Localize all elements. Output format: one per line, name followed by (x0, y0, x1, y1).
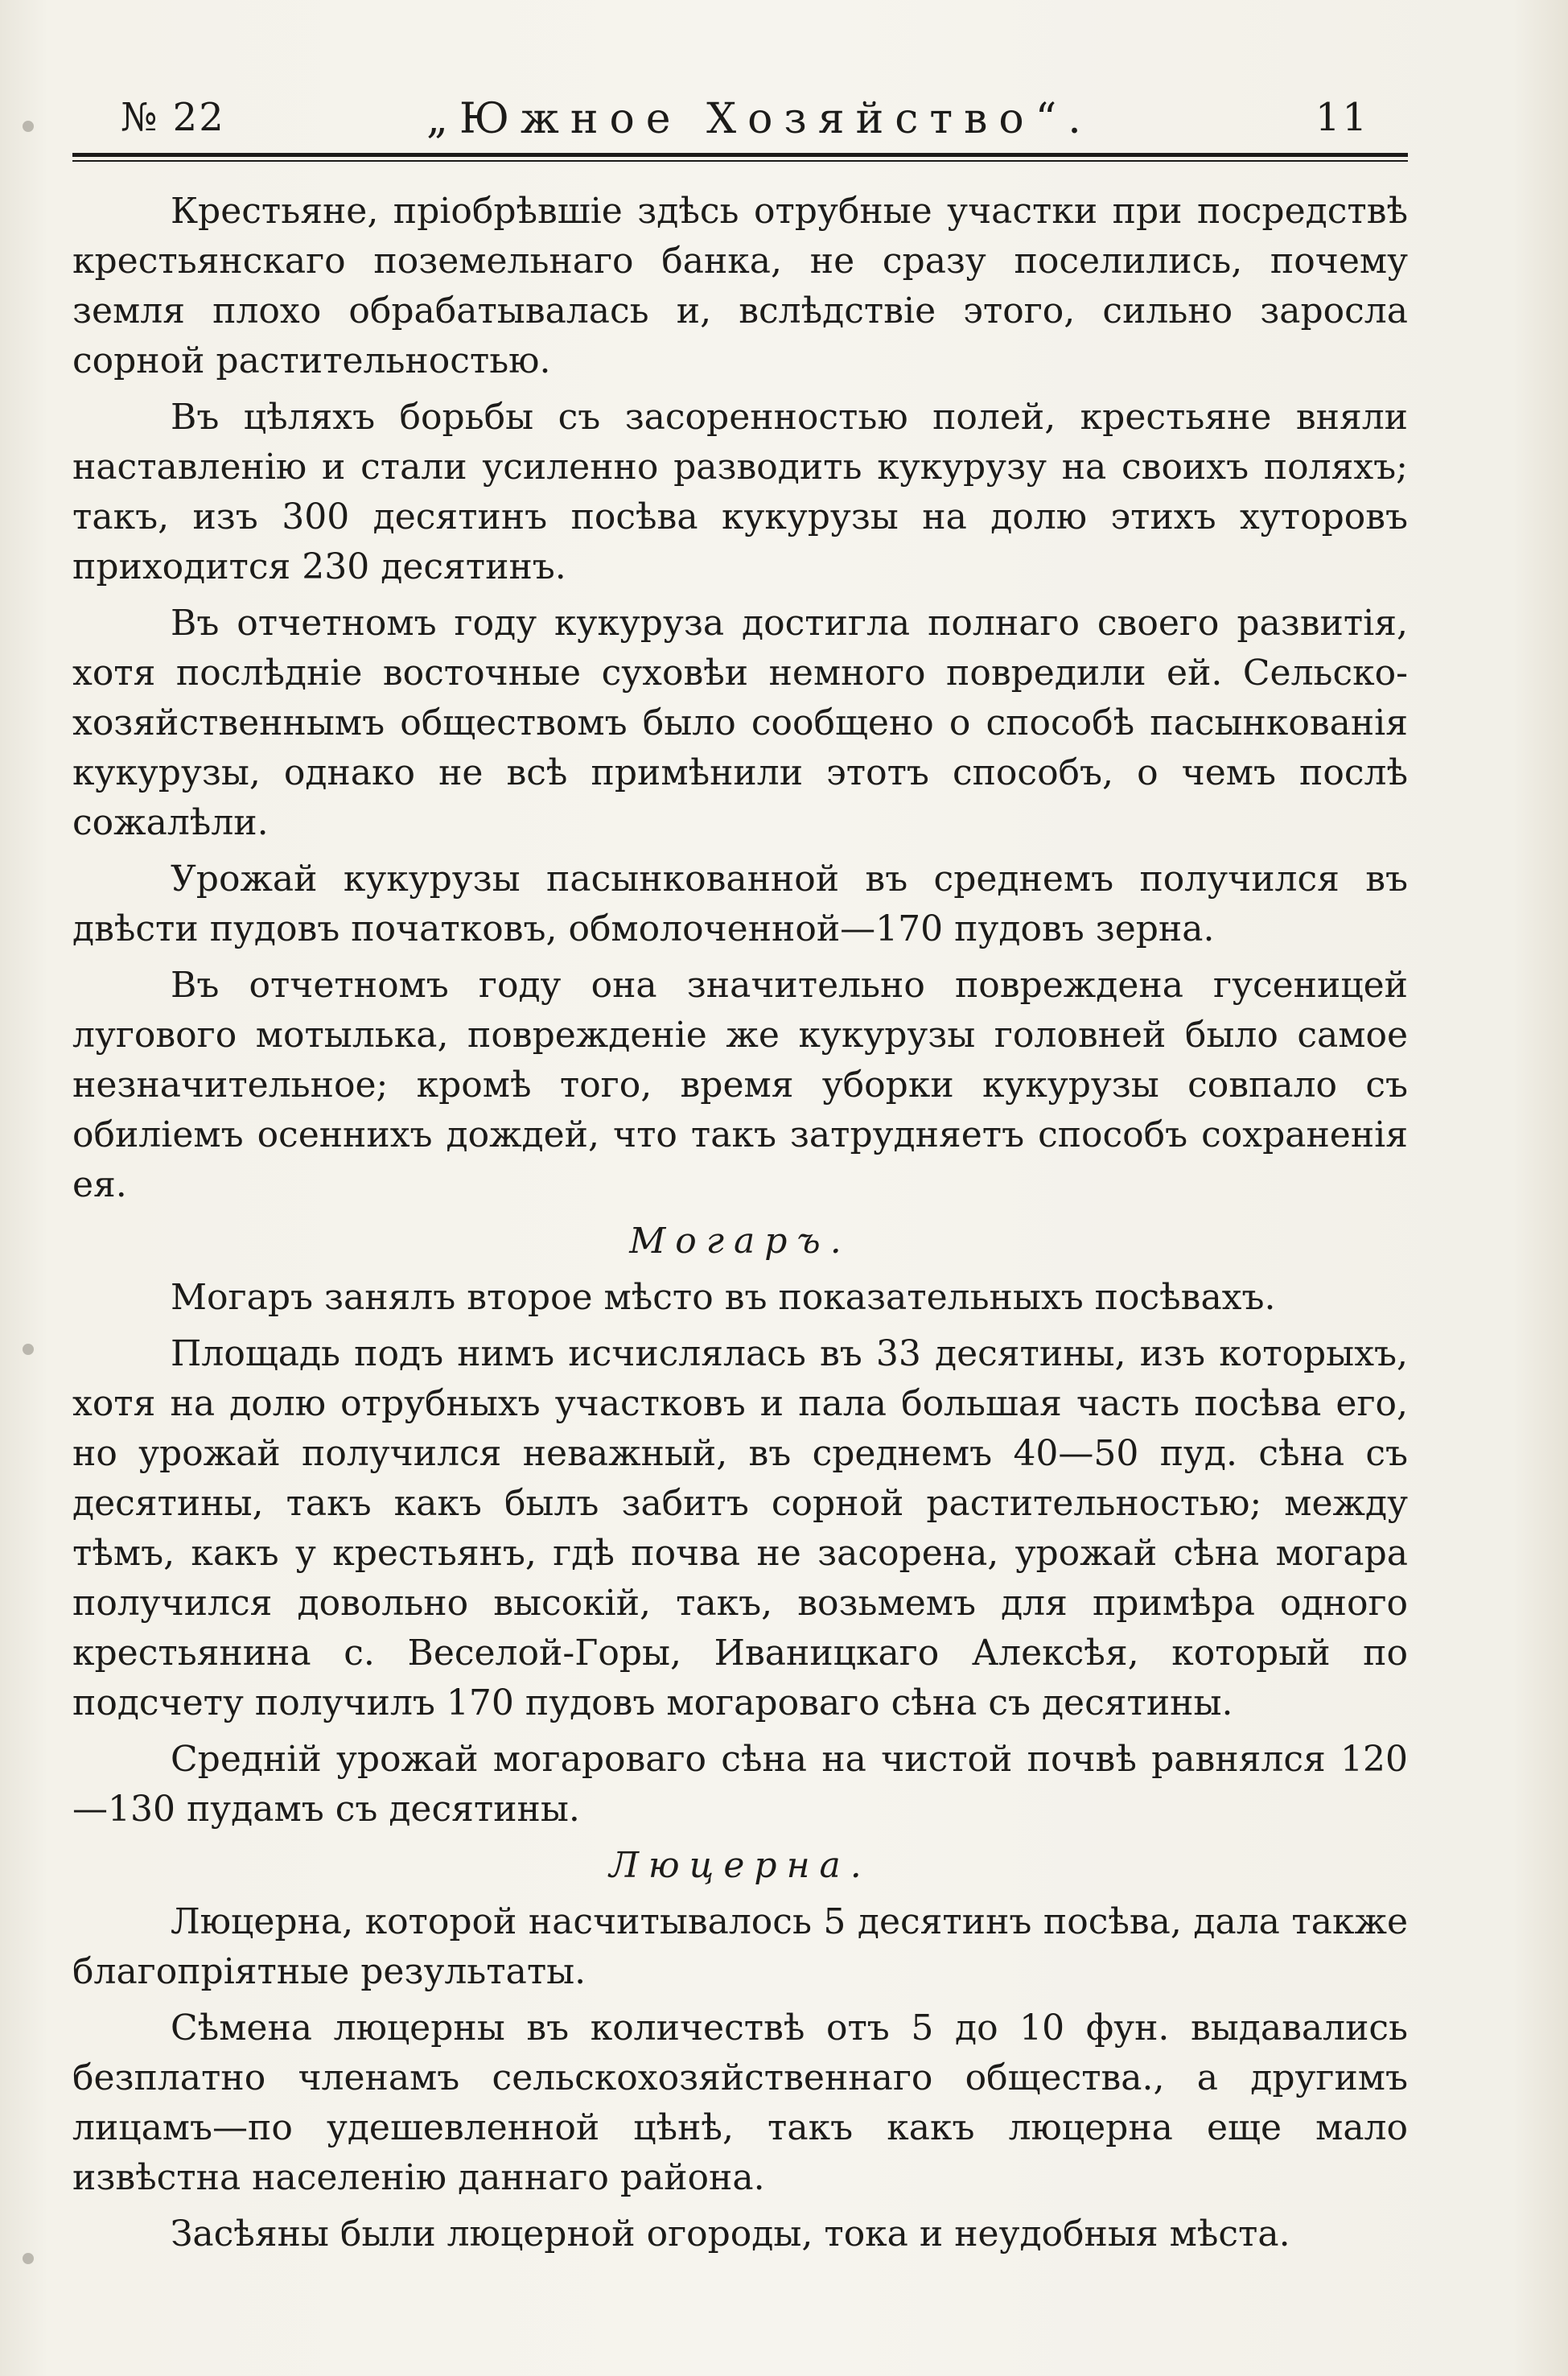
paragraph: Крестьяне, пріобрѣвшіе здѣсь отрубные участки при посредствѣ крестьянскаго поземельнаго банка, не сразу поселились, почему земля плохо обрабатывалась и, вслѣдствіе этого, сильно заросла сорной растительностью. (72, 191, 1408, 381)
section-heading-mogar: Могаръ. (629, 1221, 851, 1262)
paragraph: Сѣмена люцерны въ количествѣ отъ 5 до 10 фун. выдавались безплатно членамъ сельскохозяйственнаго общества., а другимъ лицамъ—по удешевленной цѣнѣ, такъ какъ люцерна еще мало извѣстна населенію даннаго района. (72, 2007, 1408, 2198)
paragraph: Въ цѣляхъ борьбы съ засоренностью полей, крестьяне вняли наставленію и стали усиленно разводить кукурузу на своихъ поляхъ; такъ, изъ 300 десятинъ посѣва кукурузы на долю этихъ хуторовъ приходится 230 десятинъ. (72, 397, 1408, 587)
paragraph: Въ отчетномъ году она значительно повреждена гусеницей лугового мотылька, поврежденіе же кукурузы головней было самое незначительное; кромѣ того, время уборки кукурузы совпало съ обиліемъ осеннихъ дождей, что такъ затрудняетъ способъ сохраненія ея. (72, 965, 1408, 1205)
article-body (72, 187, 1408, 2266)
paragraph: Площадь подъ нимъ исчислялась въ 33 десятины, изъ которыхъ, хотя на долю отрубныхъ участковъ и пала большая часть посѣва его, но урожай получился неважный, въ среднемъ 40—50 пуд. сѣна съ десятины, такъ какъ былъ забитъ сорной растительностью; между тѣмъ, какъ у крестьянъ, гдѣ почва не засорена, урожай сѣна могара получился довольно высокій, такъ, возьмемъ для примѣра одного крестьянина с. Веселой-Горы, Иваницкаго Алексѣя, который по подсчету получилъ 170 пудовъ могароваго сѣна съ десятины. (72, 1333, 1408, 1723)
page-number: 11 (1315, 95, 1370, 140)
section-heading-lucerne: Люцерна. (609, 1845, 871, 1886)
header-rule-thin (72, 160, 1408, 162)
journal-title: „Южное Хозяйство“. (426, 95, 1093, 143)
paragraph: Средній урожай могароваго сѣна на чистой почвѣ равнялся 120—130 пудамъ съ десятины. (72, 1739, 1408, 1830)
binding-hole (23, 121, 34, 132)
paragraph: Люцерна, которой насчитывалось 5 десятинъ посѣва, дала также благопріятные результаты. (72, 1901, 1408, 1992)
running-header (72, 95, 1408, 159)
paragraph: Въ отчетномъ году кукуруза достигла полнаго своего развитія, хотя послѣдніе восточные суховѣи немного повредили ей. Сельско-хозяйственнымъ обществомъ было сообщено о способѣ пасынкованія кукурузы, однако не всѣ примѣнили этотъ способъ, о чемъ послѣ сожалѣли. (72, 603, 1408, 843)
binding-hole (23, 1344, 34, 1355)
paragraph: Урожай кукурузы пасынкованной въ среднемъ получился въ двѣсти пудовъ початковъ, обмолоченной—170 пудовъ зерна. (72, 859, 1408, 949)
issue-number: № 22 (121, 95, 225, 140)
paragraph: Засѣяны были люцерной огороды, тока и неудобныя мѣста. (171, 2213, 1290, 2255)
binding-hole (23, 2253, 34, 2264)
paragraph: Могаръ занялъ второе мѣсто въ показательныхъ посѣвахъ. (171, 1277, 1276, 1318)
header-rule-thick (72, 153, 1408, 157)
